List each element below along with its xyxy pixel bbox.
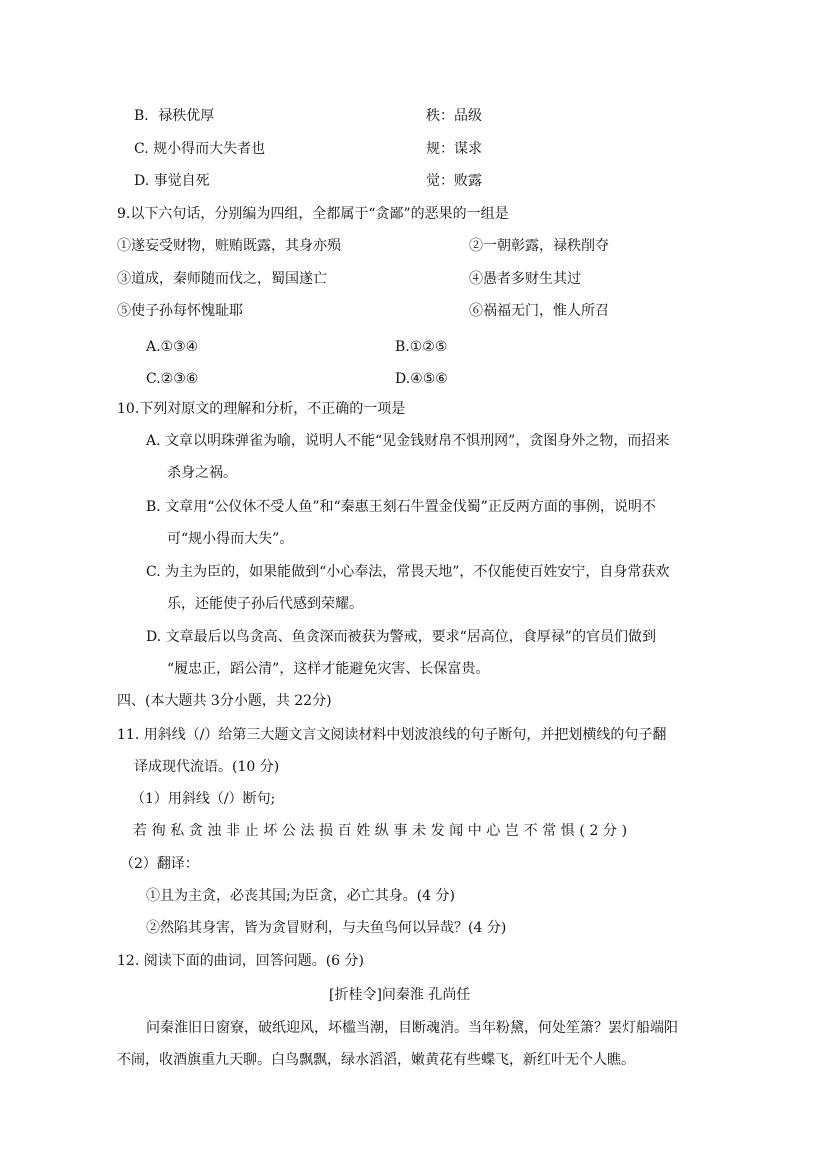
q10-option-b-line1: B. 文章用“公仪休不受人鱼”和“秦惠王刻石牛置金伐蜀”正反两方面的事例，说明不 (146, 499, 656, 515)
q10-option-c-line1: C. 为主为臣的，如果能做到“小心奉法，常畏天地”，不仅能使百姓安宁，自身常获欢 (146, 564, 670, 580)
q10-stem: 10.下列对原文的理解和分析，不正确的一项是 (117, 401, 406, 417)
q9-sentence-6: ⑥祸福无门，惟人所召 (469, 303, 609, 319)
q10-option-a-line1: A. 文章以明珠弹雀为喻，说明人不能“见金钱财帛不惧刑网”，贪图身外之物，而招来 (146, 433, 670, 449)
q9-sentence-1: ①遂妄受财物，赃贿既露，其身亦殒 (117, 238, 341, 254)
poem-line-2: 不闹，收酒旗重九天聊。白鸟飘飘，绿水滔滔，嫩黄花有些蝶飞，新红叶无个人瞧。 (117, 1052, 635, 1068)
q10-option-b-line2: 可“规小得而大失”。 (167, 531, 294, 547)
q11-punctuation-sentence: 若徇私贪浊非止坏公法损百姓纵事未发闻中心岂不常惧(2分) (133, 823, 632, 839)
q9-option-c: C.②③⑥ (146, 371, 199, 387)
q9-sentence-3: ③道成，秦师随而伐之，蜀国遂亡 (117, 271, 327, 287)
q11-part1-label: （1）用斜线（/）断句; (131, 791, 276, 807)
q8-option-d-gloss: 觉：败露 (426, 173, 482, 189)
q9-option-a: A.①③④ (146, 339, 199, 355)
q9-sentence-4: ④愚者多财生其过 (469, 271, 581, 287)
section-heading: 四、(本大题共 3分小题，共 22分) (117, 693, 332, 709)
q9-option-b: B.①②⑤ (395, 339, 448, 355)
q11-stem-line2: 译成现代流语。(10 分) (134, 759, 280, 775)
q10-option-d-line1: D. 文章最后以鸟贪高、鱼贪深而被获为警戒，要求“居高位，食厚禄”的官员们做到 (146, 629, 656, 645)
q11-stem-line1: 11. 用斜线（/）给第三大题文言文阅读材料中划波浪线的句子断句，并把划横线的句子翻 (117, 727, 667, 743)
q8-option-c: C. 规小得而大失者也 (134, 141, 266, 157)
q9-stem: 9.以下六句话，分别编为四组，全都属于“贪鄙”的恶果的一组是 (117, 206, 509, 222)
q9-sentence-2: ②一朝彰露，禄秩削夺 (469, 238, 609, 254)
q8-option-b-gloss: 秩：品级 (426, 108, 482, 124)
q8-option-c-gloss: 规：谋求 (426, 141, 482, 157)
q8-option-b: B．禄秩优厚 (134, 108, 215, 124)
q8-option-d: D. 事觉自死 (134, 173, 210, 189)
q9-option-d: D.④⑤⑥ (395, 371, 448, 387)
q11-part2-label: （2）翻译： (120, 856, 199, 872)
q11-translation-1: ①且为主贪，必丧其国;为臣贪，必亡其身。(4 分) (146, 888, 455, 904)
poem-line-1: 问秦淮旧日窗寮，破纸迎风，坏槛当潮，目断魂消。当年粉黛，何处笙箫？罢灯船端阳 (146, 1020, 678, 1036)
q9-sentence-5: ⑤使子孙每怀愧耻耶 (117, 303, 243, 319)
q12-stem: 12. 阅读下面的曲词，回答问题。(6 分) (117, 953, 364, 969)
q11-translation-2: ②然陷其身害，皆为贪冒财利，与夫鱼鸟何以异哉？(4 分) (146, 920, 507, 936)
q10-option-d-line2: “履忠正，蹈公清”，这样才能避免灾害、长保富贵。 (167, 661, 490, 677)
q10-option-c-line2: 乐，还能使子孙后代感到荣耀。 (167, 596, 363, 612)
poem-title: [折桂令]问秦淮 孔尚任 (329, 987, 471, 1003)
q10-option-a-line2: 杀身之祸。 (167, 465, 237, 481)
